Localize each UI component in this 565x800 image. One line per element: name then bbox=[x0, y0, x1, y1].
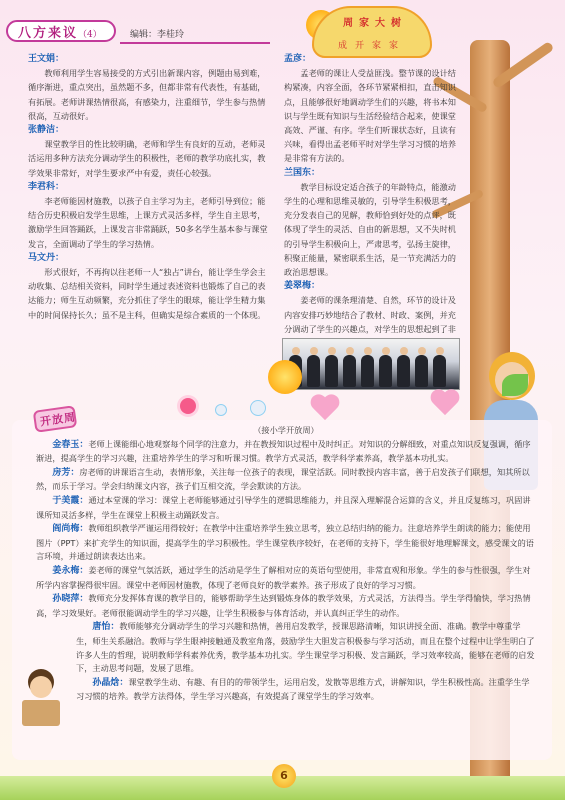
comment-block bbox=[284, 52, 462, 166]
commenter-name: 姜翠梅： bbox=[284, 281, 321, 292]
bubble-icon bbox=[215, 404, 227, 416]
commenter-name: 王文娟： bbox=[28, 54, 65, 64]
commenter-name: 孟彦： bbox=[284, 54, 312, 64]
photo-person bbox=[433, 355, 446, 387]
sun-icon bbox=[268, 360, 302, 394]
comment-block bbox=[28, 251, 268, 322]
heart-icon bbox=[430, 390, 460, 417]
photo-person bbox=[379, 355, 392, 387]
comment-text bbox=[36, 494, 536, 522]
comment-text bbox=[36, 564, 536, 592]
header-divider bbox=[120, 42, 270, 44]
commenter-name: 唐怡： bbox=[92, 622, 120, 633]
signboard-text: 周家大树 bbox=[343, 18, 407, 29]
commenter-name: 阎尚梅： bbox=[52, 524, 89, 535]
issue-number: （4） bbox=[78, 30, 102, 40]
comment-text bbox=[36, 620, 536, 675]
comment-text: 姜老师的课条理清楚、自然，环节的设计及内容安排巧妙地结合了教材、时政、案例，并充分调动了学生的兴趣点，对学生的思想起到了非 bbox=[284, 295, 456, 334]
comment-body: 通过本堂课的学习：课堂上老师能够通过引导学生的逻辑思维能力，并且深入理解混合运算的含义，并且反复练习，巩固讲课所知灵活多样，学生在课堂上积极主动踊跃发言。 bbox=[36, 494, 531, 520]
photo-person bbox=[307, 355, 320, 387]
comment-text: 教学目标设定适合孩子的年龄特点，能激动学生的心理和思维灵敏的，引导学生积极思考，充分发表自己的见解，教师恰到好处的点评，既体现了学生的灵活、自由的新思想，又不失时机的引导学生积极向上，严肃思考，弘扬主旋律，积聚正能量，紧密联系生活，是一节充满活力的政治思想课。 bbox=[284, 181, 456, 278]
commenter-name: 孙晓萍： bbox=[52, 594, 89, 605]
comment-body: 教师充分发挥体育课的教学目的，能够帮助学生达到锻炼身体的教学效果，方式灵活，方法得当。学生学得愉快，学习热情高，学习效果好。老师很能调动学生的学习兴趣，让学生积极参与体育活动，并认真纠正学生的动作。 bbox=[36, 593, 531, 618]
comment-body: 课堂教学生动、有趣、有目的的带领学生，运用启发，发散等思维方式，讲解知识，学生积极性高。注重学生学习习惯的培养。教学方法得体，学生学习兴趣高，有效提高了课堂学生的学习效率。 bbox=[76, 676, 530, 702]
comment-body: 房老师的讲课语言生动，表情形象，关注每一位孩子的表现，课堂活跃。同时教授内容丰富，善于启发孩子们联想，知其所以然，而乐于学习。学会归纳课文内容，孩子们互相交流，学会默读的方法。 bbox=[36, 466, 530, 492]
commenter-name: 马文丹： bbox=[28, 252, 65, 263]
comment-block bbox=[28, 123, 268, 180]
comment-text bbox=[36, 466, 536, 494]
commenter-name: 金春玉： bbox=[52, 439, 89, 450]
comment-text bbox=[36, 522, 536, 564]
commenter-name: 房芳： bbox=[52, 467, 80, 478]
comment-block bbox=[284, 166, 462, 280]
comment-text: 李老师能因材施教，以孩子自主学习为主，老师引导到位；能结合历史积极启发学生思维，上课方式灵活多样，学生自主思考，激励学生回答踊跃，上课发言非常踊跃，50多名学生基本参与课堂发言，全面调动了学生的学习热情。 bbox=[28, 196, 268, 249]
comment-text: 课堂教学目的性比较明确，老师和学生有良好的互动，老师灵活运用多种方法充分调动学生的积极性，老师的教学功底扎实，教学效果非常好，对学生要求严中有爱，责任心较强。 bbox=[28, 139, 266, 178]
comment-text bbox=[36, 592, 536, 620]
photo-person bbox=[415, 355, 428, 387]
comment-text bbox=[36, 676, 536, 704]
desk-illustration bbox=[22, 700, 60, 726]
commenter-name: 张静洁： bbox=[28, 125, 65, 136]
commenter-name: 姜永梅： bbox=[52, 565, 89, 576]
commenter-name: 兰国东： bbox=[284, 167, 321, 178]
comment-block bbox=[28, 52, 268, 123]
photo-person bbox=[361, 355, 374, 387]
commenter-name: 孙晶焓： bbox=[92, 677, 129, 688]
comment-text: 孟老师的课让人受益匪浅。整节课的设计结构紧凑，内容全面，各环节紧紧相扣，直击知识点，且能够很好地调动学生们的兴趣，将书本知识与学生既有知识与生活经验结合起来，使课堂高效、严谨、有序。学生们听课状态好，且读有兴味，看得出孟老师平时对学生学习习惯的培养是非常有方法的。 bbox=[284, 68, 456, 164]
flower-icon bbox=[180, 398, 196, 414]
comment-block bbox=[28, 180, 268, 251]
comment-body: 教师组织教学严谨运用得较好；在教学中注重培养学生独立思考，独立总结归纳的能力。注意培养学生朗读的能力；能使用图片（PPT）来扩充学生的知识面，提高学生的学习积极性。学生课堂秩序较好，在老师的支持下，学生能很好地理解课文，感受课文的语言环境，并通过朗读表达出来。 bbox=[36, 523, 534, 562]
right-column bbox=[284, 52, 462, 379]
photo-person bbox=[325, 355, 338, 387]
photo-person bbox=[343, 355, 356, 387]
commenter-name: 李君科： bbox=[28, 181, 65, 192]
section-title bbox=[18, 22, 102, 41]
open-week-tab-label: 开放周 bbox=[39, 410, 77, 429]
left-column bbox=[28, 52, 268, 322]
comment-text bbox=[36, 438, 536, 466]
page-number: 6 bbox=[272, 764, 296, 788]
bubble-icon bbox=[250, 400, 266, 416]
group-photo bbox=[282, 338, 460, 390]
editor-credit: 编辑：李桂玲 bbox=[130, 30, 185, 40]
comment-body: 教师能够充分调动学生的学习兴趣和热情，善用启发教学，授课思路清晰，知识讲授全面、准确。教学中尊重学生，师生关系融洽。教师与学生眼神接触通及教室角落，鼓励学生大胆发言积极参与学习活动，而且在整个过程中让学生明白了许多人生的哲理，说明教师学科素养优秀，教学基本功扎实。学生课堂学习积极、发言踊跃，学习效率较高，能够在老师的启发下，主动思考问题，发展了思维。 bbox=[76, 621, 535, 674]
commenter-name: 于美霞： bbox=[52, 495, 89, 506]
leaf-icon bbox=[502, 374, 528, 396]
open-week-comments bbox=[36, 424, 536, 704]
photo-person bbox=[397, 355, 410, 387]
comment-body: 姜老师的课堂气氛活跃，通过学生的活动是学生了解相对应的英语句型使用，非常直观和形象。学生的参与性很强，学生对所学内容掌握得很牢固。课堂中老师因材施教，体现了老师良好的教学素养。孩子形成了良好的学习习惯。 bbox=[36, 564, 531, 590]
comment-text: 形式很好，不再拘以往老师一人“独占”讲台，能让学生学会主动收集、总结相关资料，同时学生通过表述资料也锻炼了自己的表达能力；师生互动频繁，充分抓住了学生的眼球，能让学生精力集中的时间保持长久；虽不是主科，但确实是综合素质的一个体现。 bbox=[28, 267, 266, 320]
boy-illustration bbox=[30, 676, 52, 698]
heart-icon bbox=[310, 395, 340, 422]
section-title-text: 八方来议 bbox=[18, 26, 79, 41]
comment-text: 教师利用学生容易接受的方式引出新课内容，例题由易到难，循序渐进，重点突出，虽然题不多，但都非常有代表性，有基础，有拓展。老师讲课热情很高，有感染力，注重细节，学生参与热情很高，互动很好。 bbox=[28, 68, 266, 121]
open-week-subtitle: （接小学开放周） bbox=[253, 425, 319, 435]
signboard-text-lower: 成开家家 bbox=[337, 41, 406, 51]
comment-body: 老师上课能细心地观察每个同学的注意力，并在教授知识过程中及时纠正。对知识的分解细致，对重点知识反复强调，循序渐进，提高学生的学习兴趣，注重培养学生的学习和听课习惯。教学方式灵活，教学科学素养高，教学基本功扎实。 bbox=[36, 438, 531, 464]
